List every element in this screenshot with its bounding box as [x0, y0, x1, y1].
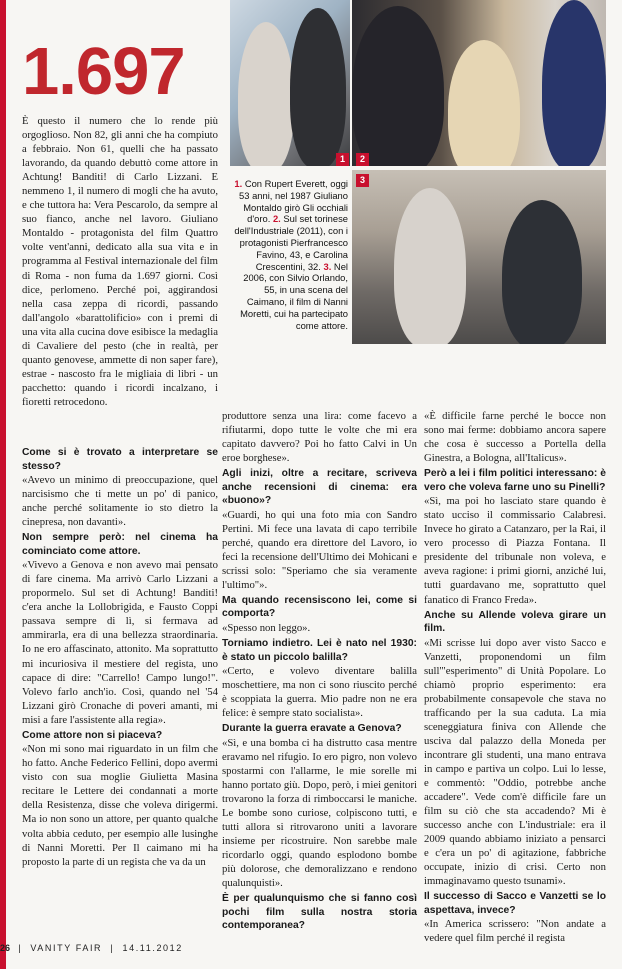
- interview-question: Agli inizi, oltre a recitare, scriveva anche recensioni di cinema: era «buono»?: [222, 468, 417, 507]
- interview-question: Non sempre però: nel cinema ha cominciato come attore.: [22, 532, 218, 557]
- headline-number: 1.697: [22, 34, 185, 109]
- article-column-1: [22, 444, 218, 869]
- figure-shape: [352, 6, 444, 166]
- photo-number-badge: 3: [356, 174, 369, 187]
- photo-caption: [232, 178, 348, 331]
- figure-shape: [448, 40, 520, 166]
- figure-shape: [542, 0, 606, 166]
- interview-answer: «Sì, ma poi ho lasciato stare quando è stato ucciso il commissario Calabresi. Invece ho girato a Catanzaro, per la Rai, il vero processo di Piazza Fontana. Il presidente del tribunale non voleva, e aveva ragione: i primi giorni, anziché lui, tutti guardavano me, soprattutto quel fanatico di Franco Freda».: [424, 495, 606, 606]
- page-number: 26: [0, 943, 11, 953]
- intro-paragraph: È questo il numero che lo rende più orgoglioso. Non 82, gli anni che ha compiuto a febbraio. Non 61, quelli che ha passato lavorando, da quando debuttò come attore in Achtung! Banditi! di Carlo Lizzani. E nemmeno 1, il numero di mogli che ha avuto, e che tuttora ha: Vera Pescarolo, da sempre al suo fianco, anche nel lavoro. Giuliano Montaldo - protagonista del film Quattro volte vent'anni, dedicato alla sua vita e in programma al Festival internazionale del film di Roma - non fuma da 1.697 giorni. Così dice, perlomeno. Perché poi, aggirandosi nella casa zeppa di ricordi, passando dall'angolo «barattolificio» con i premi di una vita alla cucina dove esibisce la medaglia di Cavaliere del pesto (che in realtà, per quanto genovese, ammette di non saper fare), estrae - nascosto fra le migliaia di libri - un pacchetto: quando i ricordi incalzano, i fioretti retrocedono.: [22, 115, 218, 408]
- interview-answer: «Sì, e una bomba ci ha distrutto casa mentre eravamo nel rifugio. Io ero pigro, non volevo spostarmi con l'allarme, le mie sorelle mi hanno portato giù. Dopo, però, i miei genitori trovarono la forza di rimboccarsi le maniche. Le bombe sono curiose, colpiscono tutti, e tutti allora si ritrovarono uniti a lavorare insieme per ricostruire. Non sarebbe male ricordarlo oggi, quando esplodono bombe più dolorose, che demoralizzano e rendono qualunquisti».: [222, 736, 417, 890]
- figure-shape: [502, 200, 582, 344]
- interview-question: Come si è trovato a interpretare se stesso?: [22, 447, 218, 472]
- article-column-3: [424, 409, 606, 946]
- interview-answer: «È difficile farne perché le bocce non sono mai ferme: dobbiamo ancora sapere che cosa è successo a Portella della Ginestra, a Bologna, all'Italicus».: [424, 410, 606, 465]
- magazine-name: VANITY FAIR: [30, 943, 103, 953]
- interview-answer: «Mi scrisse lui dopo aver visto Sacco e Vanzetti, proponendomi un film sull'"esperimento" di Unità Popolare. Lo chiamò proprio esperimento: era probabilmente consapevole che stava no trafficando per la sua caduta. La mia sceneggiatura finiva con Allende che usciva dal palazzo della Moneda per incontrare gli studenti, una mano entrava in campo e partiva un colpo. Lui lo lesse, e commentò: "Oddio, potrebbe anche accadere". Vede com'è difficile fare un film su ciò che sta accadendo? Mi è successo anche con L'industriale: era il 2009 quando abbiamo iniziato a pensarci e c'era un po' di agitazione, fabbriche occupate, inizio di crisi. Certo non immaginavamo questo tsunami».: [424, 636, 606, 888]
- interview-question: Anche su Allende voleva girare un film.: [424, 609, 606, 635]
- interview-question: Come attore non si piaceva?: [22, 729, 163, 741]
- photo-number-badge: 1: [336, 153, 349, 166]
- caption-text: Sul set torinese dell'Industriale (2011), con i protagonisti Pierfrancesco Favino, 43, e Carolina Crescentini, 32.: [234, 213, 348, 272]
- figure-shape: [290, 8, 346, 166]
- interview-answer: produttore senza una lira: come facevo a rifiutarmi, dopo tutte le volte che mi era capitato davvero? Poi ho fatto Calvi in Un eroe borghese».: [222, 410, 417, 465]
- page-edge-bar: [0, 0, 6, 969]
- caption-number: 2.: [272, 213, 281, 225]
- caption-number: 1.: [234, 178, 243, 189]
- caption-number: 3.: [323, 260, 332, 272]
- caption-text: Nel 2006, con Silvio Orlando, 55, in una scena del Caimano, il film di Nanni Moretti, cui ha partecipato come attore.: [240, 260, 348, 331]
- figure-shape: [394, 188, 466, 344]
- article-column-2: [222, 409, 417, 933]
- photo-caimano-scene: [352, 170, 606, 344]
- page-footer: 26 | VANITY FAIR | 14.11.2012: [0, 943, 183, 953]
- interview-answer: «Vivevo a Genova e non avevo mai pensato di fare cinema. Ma arrivò Carlo Lizzani a propormelo. Sul set di Achtung! Banditi! c'era anche la Lollobrigida, e Fausto Coppi passava sempre di lì, si fermava ad ammirarla, era di una bellezza straordinaria. Io ne ero affascinato, attonito. Ma soprattutto mi incuriosiva il mestiere del regista, uno capace di dire: "Carrello! Campo lungo!". Volevo farlo anch'io. Così, quando nel '54 Lizzani girò Cronache di poveri amanti, mi misi a fare l'assistente alla regia».: [22, 559, 218, 726]
- figure-shape: [238, 22, 294, 166]
- interview-question: Durante la guerra eravate a Genova?: [222, 723, 402, 735]
- issue-date: 14.11.2012: [122, 943, 183, 953]
- article-intro: [22, 114, 218, 409]
- interview-question: Torniamo indietro. Lei è nato nel 1930: è stato un piccolo balilla?: [222, 638, 417, 663]
- interview-question: Il successo di Sacco e Vanzetti se lo aspettava, invece?: [424, 891, 606, 916]
- interview-answer: «Guardi, ho qui una foto mia con Sandro Pertini. Mi fece una lavata di capo terribile perché, quando era direttore del Lavoro, io feci la recensione dell'Ultimo dei Mohicani e scrissi solo: "Speriamo che sia veramente l'ultimo"».: [222, 508, 417, 591]
- caption-text: Con Rupert Everett, oggi 53 anni, nel 1987 Giuliano Montaldo girò Gli occhiali d'oro.: [239, 178, 348, 225]
- interview-question: Ma quando recensiscono lei, come si comporta?: [222, 594, 417, 620]
- photo-industriale-set: [352, 0, 606, 166]
- photo-montaldo-everett: [230, 0, 350, 166]
- interview-answer: «Certo, e volevo diventare balilla moschettiere, ma non ci sono riuscito perché è scoppiata la guerra. Mio padre non ne era felice: è sempre stato socialista».: [222, 665, 417, 720]
- interview-answer: «Non mi sono mai riguardato in un film che ho fatto. Anche Federico Fellini, dopo avermi visto con sua moglie Giulietta Masina recitare le Lettere dei condannati a morte della Resistenza, disse che voleva dirigermi. Ma io non sono un attore, per quanto qualche volta abbia ceduto, per esempio alle lusinghe di Nanni Moretti. Per Il caimano mi ha proposto la parte di un regista che va da un: [22, 743, 218, 868]
- interview-answer: «In America scrissero: "Non andate a vedere quel film perché il regista: [424, 918, 606, 945]
- interview-answer: «Spesso non leggo».: [222, 621, 311, 634]
- interview-question: È per qualunquismo che si fanno così pochi film sulla nostra storia contemporanea?: [222, 893, 417, 932]
- interview-answer: «Avevo un minimo di preoccupazione, quel narcisismo che ti mette un po' di panico, anche perché solitamente io sto dietro la cinepresa, non davanti».: [22, 474, 218, 529]
- interview-question: Però a lei i film politici interessano: è vero che voleva farne uno su Pinelli?: [424, 468, 606, 493]
- photo-number-badge: 2: [356, 153, 369, 166]
